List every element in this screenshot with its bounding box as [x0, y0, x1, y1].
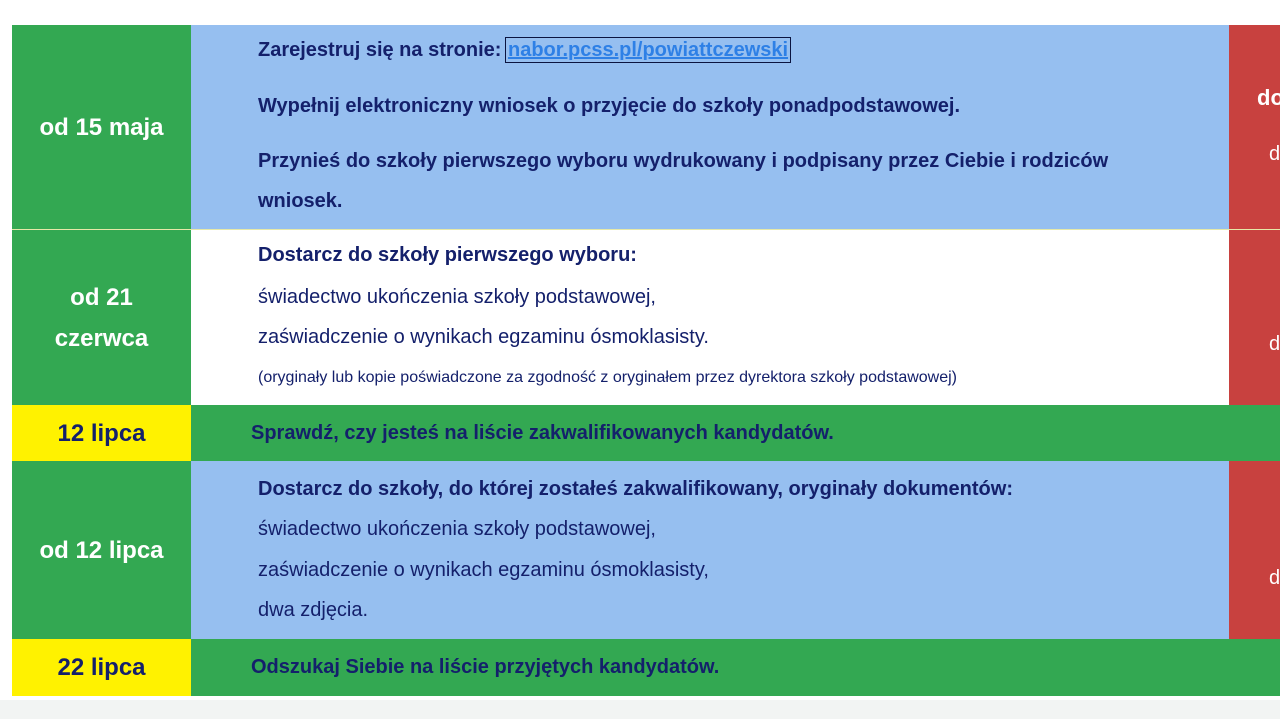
date-label: od 15 maja: [39, 113, 164, 141]
step-cell-row4: [191, 461, 1229, 639]
document-item: świadectwo ukończenia szkoły podstawowej,: [258, 518, 656, 540]
document-item: świadectwo ukończenia szkoły podstawowej,: [258, 286, 656, 308]
step-cell-row5: [191, 639, 1280, 696]
check-list-text: Sprawdź, czy jesteś na liście zakwalifikowanych kandydatów.: [251, 422, 834, 444]
side-column-row4: [1229, 461, 1280, 639]
side-text: d: [1269, 143, 1281, 165]
side-text: d: [1269, 567, 1281, 589]
date-label-line2: czerwca: [54, 324, 149, 352]
date-cell-row4: [12, 461, 191, 639]
side-heading: do: [1257, 85, 1284, 110]
step-cell-row1: [191, 25, 1229, 229]
date-cell-row3: [12, 405, 191, 461]
step-cell-row2: [191, 230, 1229, 405]
document-item: zaświadczenie o wynikach egzaminu ósmoklasisty,: [258, 559, 709, 581]
date-cell-row5: [12, 639, 191, 696]
step-cell-row3: [191, 405, 1280, 461]
registration-link[interactable]: nabor.pcss.pl/powiattczewski: [507, 39, 789, 61]
side-text: d: [1269, 333, 1281, 355]
bring-application-text-1: Przynieś do szkoły pierwszego wyboru wydrukowany i podpisany przez Ciebie i rodziców: [258, 150, 1109, 172]
date-label-line1: od 21: [70, 283, 133, 311]
register-line: [258, 39, 789, 62]
register-prefix: Zarejestruj się na stronie:: [258, 39, 502, 61]
fill-application-text: Wypełnij elektroniczny wniosek o przyjęcie do szkoły ponadpodstawowej.: [258, 95, 961, 117]
side-column-row2: [1229, 230, 1280, 405]
date-cell-row2: [12, 230, 191, 405]
accepted-list-text: Odszukaj Siebie na liście przyjętych kandydatów.: [251, 656, 720, 678]
document-item: zaświadczenie o wynikach egzaminu ósmoklasisty.: [258, 326, 709, 348]
documents-heading: Dostarcz do szkoły pierwszego wyboru:: [258, 244, 637, 266]
date-label: od 12 lipca: [39, 536, 164, 564]
originals-heading: Dostarcz do szkoły, do której zostałeś zakwalifikowany, oryginały dokumentów:: [258, 478, 1013, 500]
date-cell-row1: [12, 25, 191, 229]
page-footer-strip: [0, 700, 1280, 719]
side-column-row1: [1229, 25, 1284, 229]
document-item: dwa zdjęcia.: [258, 599, 369, 621]
bring-application-text-2: wniosek.: [258, 190, 343, 212]
date-label: 22 lipca: [57, 654, 146, 681]
documents-note: (oryginały lub kopie poświadczone za zgodność z oryginałem przez dyrektora szkoły podstawowej): [258, 369, 958, 386]
date-label: 12 lipca: [57, 419, 146, 447]
